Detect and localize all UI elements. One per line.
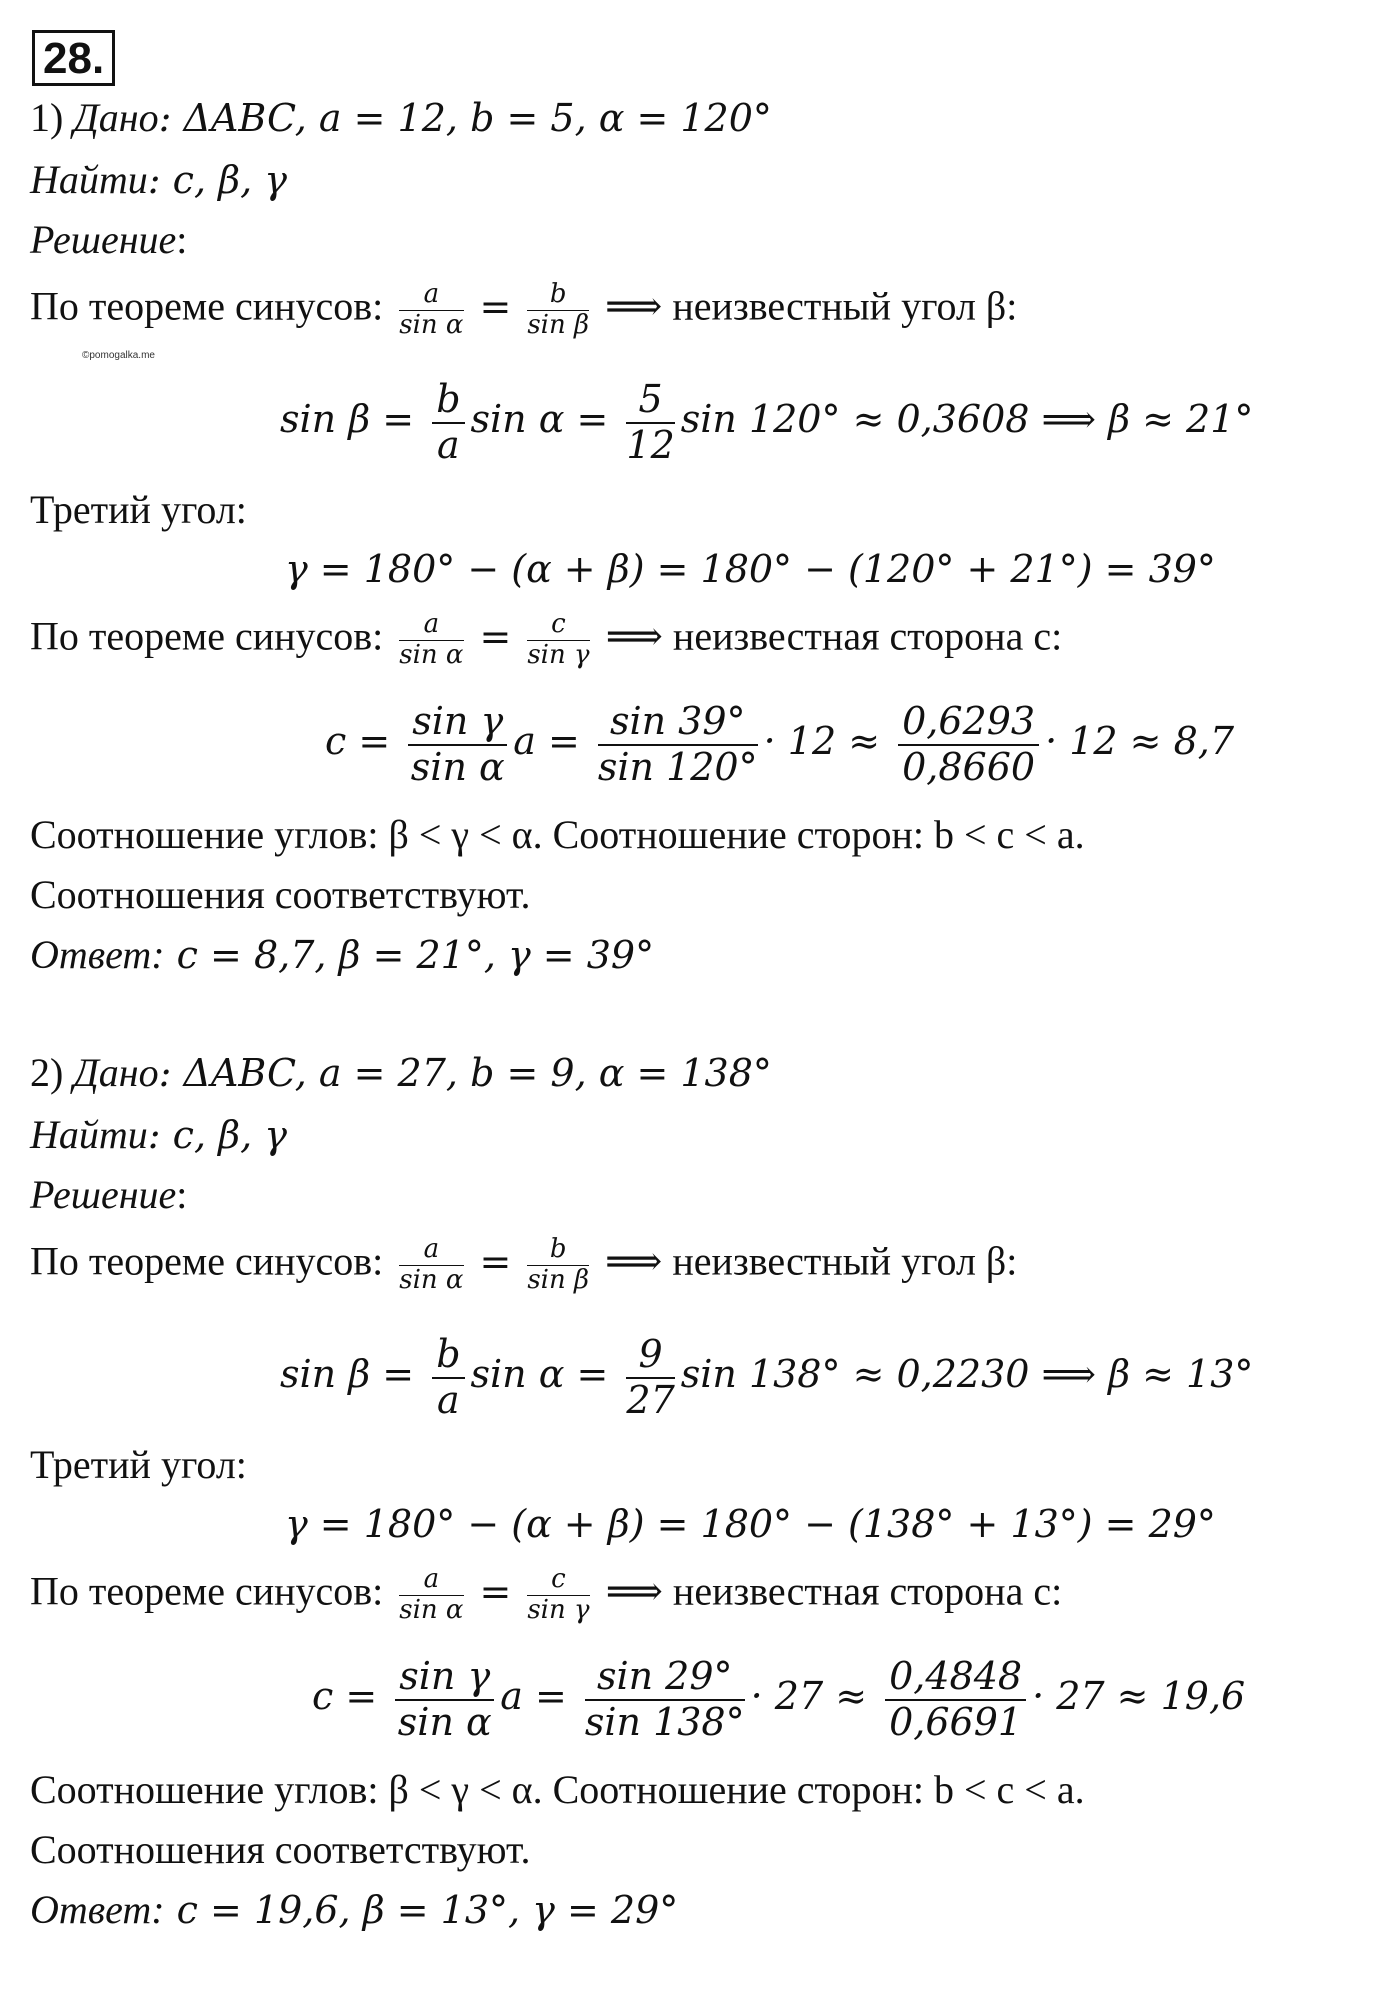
fraction-decimals: [898, 700, 1039, 789]
fraction-numerator: sin γ: [408, 700, 507, 746]
solution-label: Решение: [30, 217, 177, 262]
find-expression: : c, β, γ: [147, 158, 287, 202]
relation-line: Соотношение углов: β < γ < α. Соотношение сторон: b < c < a.: [30, 812, 1085, 857]
given-expression: : ΔABC, a = 27, b = 9, α = 138°: [158, 1051, 772, 1095]
part-prefix: 1): [30, 95, 64, 140]
sin-beta-formula: [280, 1333, 1253, 1422]
fraction-a-over-sin-alpha: [399, 610, 463, 671]
gamma-formula: γ = 180° − (α + β) = 180° − (138° + 13°) = 29°: [285, 1502, 1216, 1546]
formula-rhs: · 12 ≈ 8,7: [1045, 718, 1235, 763]
fraction-denominator: sin γ: [527, 639, 590, 670]
fraction-denominator: sin α: [399, 309, 464, 340]
watermark: ©pomogalka.me: [82, 350, 155, 361]
fraction-b-over-sin-beta: [527, 1235, 589, 1296]
relation-line: Соотношение углов: β < γ < α. Соотношение сторон: b < c < a.: [30, 1767, 1085, 1812]
fraction-numerator: a: [399, 280, 463, 311]
formula-middle-2: · 27 ≈: [750, 1673, 880, 1718]
fraction-numerator: sin 39°: [598, 700, 758, 746]
sine-rule-label: По теореме синусов:: [30, 613, 384, 659]
fraction-denominator: 12: [626, 422, 675, 467]
fraction-numerator: a: [399, 1235, 463, 1266]
formula-middle-2: · 12 ≈: [763, 718, 893, 763]
fraction-numerator: a: [399, 610, 463, 641]
fraction-denominator: sin β: [527, 309, 590, 340]
given-label: Дано: [73, 95, 159, 140]
formula-middle: a =: [513, 718, 592, 763]
answer-expression: c = 8,7, β = 21°, γ = 39°: [164, 933, 655, 977]
solution-label-line: [30, 1172, 188, 1217]
fraction-denominator: sin 120°: [597, 744, 758, 789]
sine-rule-line-2: По теореме синусов: $\frac{a}{\text{sin α}}$ = $\frac{c}{\text{sin γ}}$ ⟹ неизвестная сторона c:: [30, 1564, 1063, 1625]
fraction-c-over-sin-gamma: [527, 610, 589, 671]
fraction-numerator: a: [399, 1565, 463, 1596]
fraction-numerator: sin 29°: [585, 1655, 745, 1701]
fraction-b-over-sin-beta: [527, 280, 589, 341]
match-line: Соотношения соответствуют.: [30, 1827, 531, 1872]
find-line: [30, 1112, 287, 1157]
fraction-denominator: sin α: [399, 1594, 464, 1625]
problem-number: 28.: [32, 30, 115, 86]
find-expression: : c, β, γ: [147, 1113, 287, 1157]
given-label: Дано: [73, 1050, 159, 1095]
solution-label: Решение: [30, 1172, 177, 1217]
solution-colon: :: [176, 217, 188, 262]
given-line: [30, 95, 772, 140]
fraction-denominator: a: [437, 422, 460, 467]
fraction-denominator: 0,6691: [889, 1699, 1023, 1744]
sine-rule-line: По теореме синусов: $\frac{a}{\text{sin α}}$ = $\frac{b}{\text{sin β}}$ ⟹ неизвестный угол β:: [30, 279, 1018, 340]
unknown-side-text: ⟹ неизвестная сторона c:: [605, 1568, 1063, 1614]
fraction-numeric: [626, 1333, 674, 1422]
fraction-denominator: sin 138°: [584, 1699, 745, 1744]
formula-lhs: sin β =: [280, 1351, 427, 1396]
fraction-c-over-sin-gamma: [527, 1565, 589, 1626]
fraction-numerator: 0,4848: [885, 1655, 1026, 1701]
formula-lhs: sin β =: [280, 396, 427, 441]
fraction-denominator: a: [437, 1377, 460, 1422]
solution-label-line: [30, 217, 188, 262]
fraction-sines: [598, 700, 758, 789]
fraction-numerator: b: [527, 1235, 589, 1266]
fraction-numerator: 9: [626, 1333, 674, 1379]
fraction-denominator: 0,8660: [902, 744, 1036, 789]
find-line: [30, 157, 287, 202]
given-expression: : ΔABC, a = 12, b = 5, α = 120°: [158, 96, 772, 140]
fraction-decimals: [885, 1655, 1026, 1744]
c-formula: [312, 1655, 1245, 1744]
fraction-b-over-a: [432, 1333, 464, 1422]
answer-expression: c = 19,6, β = 13°, γ = 29°: [164, 1888, 679, 1932]
answer-label: Ответ:: [30, 932, 165, 977]
fraction-b-over-a: [432, 378, 464, 467]
fraction-denominator: sin α: [399, 639, 464, 670]
sine-rule-line: По теореме синусов: $\frac{a}{\text{sin α}}$ = $\frac{b}{\text{sin β}}$ ⟹ неизвестный угол β:: [30, 1234, 1018, 1295]
third-angle-label: Третий угол:: [30, 487, 247, 532]
formula-rhs: · 27 ≈ 19,6: [1032, 1673, 1246, 1718]
c-formula: [325, 700, 1234, 789]
fraction-numerator: b: [432, 378, 464, 424]
fraction-numerator: c: [527, 1565, 589, 1596]
fraction-numerator: b: [432, 1333, 464, 1379]
fraction-a-over-sin-alpha: [399, 1565, 463, 1626]
third-angle-label: Третий угол:: [30, 1442, 247, 1487]
sine-rule-line-2: По теореме синусов: $\frac{a}{\text{sin α}}$ = $\frac{c}{\text{sin γ}}$ ⟹ неизвестная сторона c:: [30, 609, 1063, 670]
fraction-a-over-sin-alpha: [399, 1235, 463, 1296]
formula-middle: sin α =: [470, 1351, 621, 1396]
fraction-numerator: b: [527, 280, 589, 311]
formula-rhs: sin 120° ≈ 0,3608 ⟹ β ≈ 21°: [680, 396, 1254, 441]
solution-colon: :: [176, 1172, 188, 1217]
sine-rule-label: По теореме синусов:: [30, 283, 384, 329]
fraction-denominator: sin α: [410, 744, 505, 789]
fraction-numeric: [626, 378, 674, 467]
answer-line: [30, 932, 655, 977]
fraction-sin-gamma-over-sin-alpha: [395, 1655, 494, 1744]
formula-lhs: c =: [325, 718, 403, 763]
fraction-denominator: sin α: [397, 1699, 492, 1744]
fraction-denominator: sin β: [527, 1264, 590, 1295]
part-prefix: 2): [30, 1050, 64, 1095]
fraction-sines: [585, 1655, 745, 1744]
formula-middle: a =: [500, 1673, 579, 1718]
unknown-side-text: ⟹ неизвестная сторона c:: [605, 613, 1063, 659]
fraction-denominator: sin γ: [527, 1594, 590, 1625]
unknown-angle-text: ⟹ неизвестный угол β:: [605, 1238, 1018, 1284]
fraction-numerator: sin γ: [395, 1655, 494, 1701]
match-line: Соотношения соответствуют.: [30, 872, 531, 917]
sine-rule-label: По теореме синусов:: [30, 1238, 384, 1284]
sine-rule-label: По теореме синусов:: [30, 1568, 384, 1614]
fraction-numerator: c: [527, 610, 589, 641]
formula-rhs: sin 138° ≈ 0,2230 ⟹ β ≈ 13°: [680, 1351, 1254, 1396]
fraction-numerator: 5: [626, 378, 674, 424]
fraction-sin-gamma-over-sin-alpha: [408, 700, 507, 789]
fraction-denominator: sin α: [399, 1264, 464, 1295]
fraction-denominator: 27: [626, 1377, 675, 1422]
fraction-a-over-sin-alpha: [399, 280, 463, 341]
gamma-formula: γ = 180° − (α + β) = 180° − (120° + 21°) = 39°: [285, 547, 1216, 591]
answer-line: [30, 1887, 679, 1932]
answer-label: Ответ:: [30, 1887, 165, 1932]
find-label: Найти: [30, 1112, 148, 1157]
fraction-numerator: 0,6293: [898, 700, 1039, 746]
sin-beta-formula: [280, 378, 1253, 467]
formula-middle: sin α =: [470, 396, 621, 441]
find-label: Найти: [30, 157, 148, 202]
unknown-angle-text: ⟹ неизвестный угол β:: [605, 283, 1018, 329]
formula-lhs: c =: [312, 1673, 390, 1718]
given-line: [30, 1050, 772, 1095]
